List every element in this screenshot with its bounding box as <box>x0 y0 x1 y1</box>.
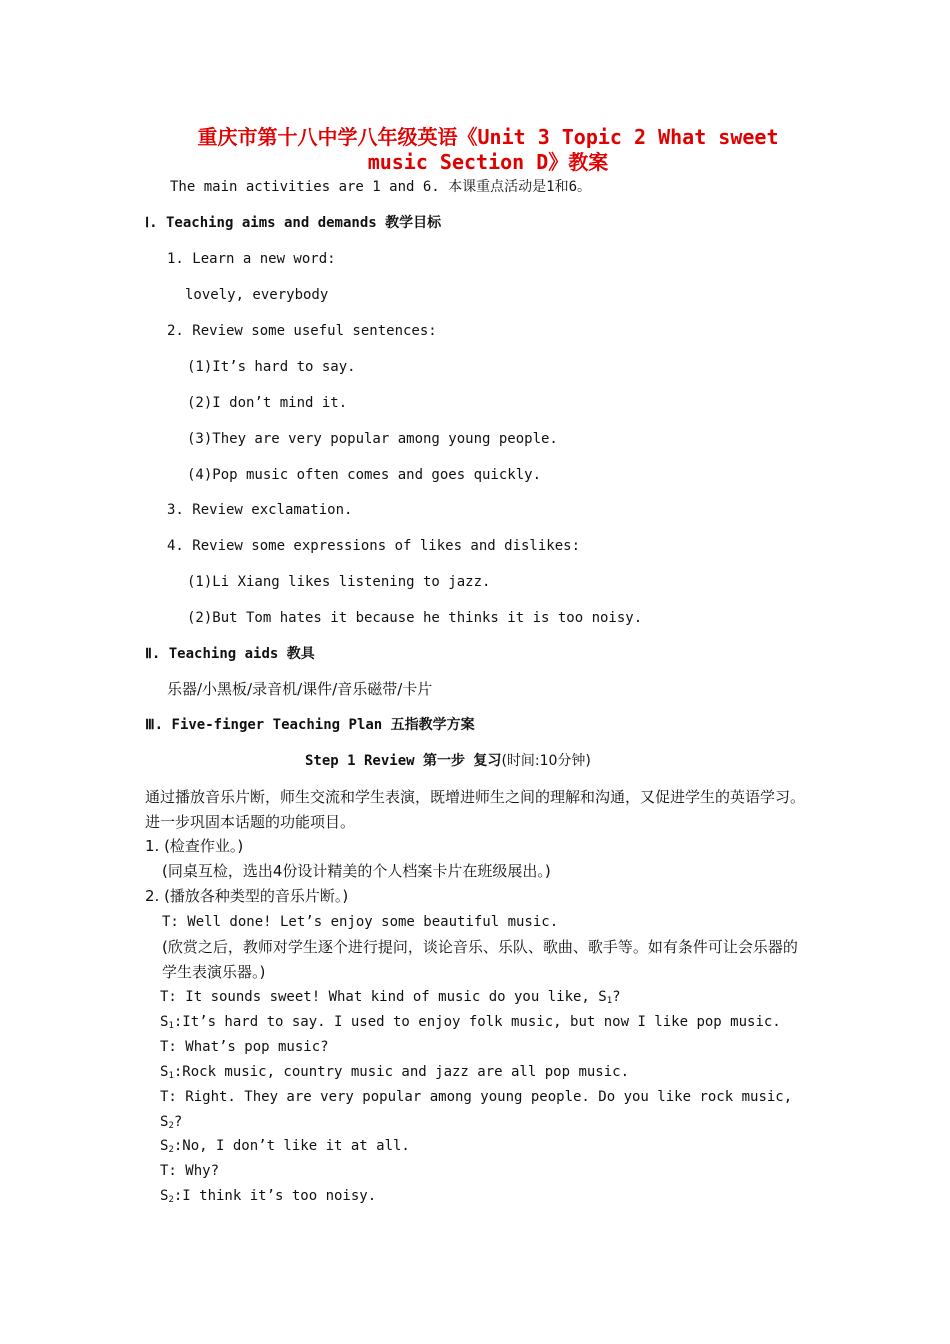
step1-time: (时间:10分钟) <box>501 753 591 769</box>
dialog-line-2-end: ? <box>612 989 621 1005</box>
dialog-line-5 <box>160 1063 629 1081</box>
aim-item-2-sentence-3: (3)They are very popular among young people. <box>187 431 558 447</box>
aim-item-1: 1. Learn a new word: <box>167 251 336 267</box>
dialog-line-3-text: :It’s hard to say. I used to enjoy folk music, but now I like pop music. <box>173 1014 781 1030</box>
section3-heading: Ⅲ. Five-finger Teaching Plan 五指教学方案 <box>145 717 475 733</box>
speaker-label: S <box>160 1138 169 1154</box>
dialog-line-5-text: :Rock music, country music and jazz are all pop music. <box>173 1064 630 1080</box>
aim-item-2: 2. Review some useful sentences: <box>167 323 437 339</box>
dialog-line-9 <box>160 1187 376 1205</box>
document-title-line2: music Section D》教案 <box>367 150 609 174</box>
dialog-line-3 <box>160 1013 781 1031</box>
intro-line: The main activities are 1 and 6. 本课重点活动是1和6。 <box>170 179 592 195</box>
student-subscript: 1 <box>168 1021 174 1031</box>
aim-item-2-sentence-1: (1)It’s hard to say. <box>187 359 356 375</box>
section1-heading: Ⅰ. Teaching aims and demands 教学目标 <box>145 215 442 231</box>
aim-item-2-sentence-4: (4)Pop music often comes and goes quickly. <box>187 467 542 483</box>
dialog-line-6b-end: ? <box>173 1114 183 1130</box>
aim-item-2-sentence-2: (2)I don’t mind it. <box>187 395 348 411</box>
aim-item-4-sentence-1: (1)Li Xiang likes listening to jazz. <box>187 574 491 590</box>
speaker-label: S <box>160 1014 169 1030</box>
dialog-line-7 <box>160 1137 410 1155</box>
dialog-note: (欣赏之后，教师对学生逐个进行提问，谈论音乐、乐队、歌曲、歌手等。如有条件可让会乐器的学生表演乐器。) <box>162 938 798 981</box>
aim-item-4: 4. Review some expressions of likes and dislikes: <box>167 538 581 554</box>
teaching-aids-list: 乐器/小黑板/录音机/课件/音乐磁带/卡片 <box>167 680 433 698</box>
point-1-note: (同桌互检，选出4份设计精美的个人档案卡片在班级展出。) <box>162 862 551 880</box>
dialog-line-6: T: Right. They are very popular among young people. Do you like rock music, <box>160 1089 793 1105</box>
student-subscript: 1 <box>606 996 613 1006</box>
aim-item-4-sentence-2: (2)But Tom hates it because he thinks it is too noisy. <box>187 610 643 626</box>
dialog-line-1: T: Well done! Let’s enjoy some beautiful music. <box>162 914 559 930</box>
section2-heading: Ⅱ. Teaching aids 教具 <box>145 646 315 662</box>
speaker-label: S <box>160 1188 169 1204</box>
step1-title: Step 1 Review 第一步 复习 <box>305 753 502 769</box>
speaker-label: S <box>160 1064 169 1080</box>
dialog-line-2-text: T: It sounds sweet! What kind of music do you like, S <box>160 989 607 1005</box>
speaker-label: S <box>160 1114 169 1130</box>
student-subscript: 1 <box>168 1071 174 1081</box>
aim-item-1-words: lovely, everybody <box>185 287 329 303</box>
student-subscript: 2 <box>168 1121 174 1131</box>
point-2: 2. (播放各种类型的音乐片断。) <box>145 887 349 905</box>
student-subscript: 2 <box>168 1195 174 1205</box>
dialog-line-9-text: :I think it’s too noisy. <box>173 1188 377 1204</box>
dialog-line-8: T: Why? <box>160 1163 220 1179</box>
dialog-line-2 <box>160 988 621 1006</box>
dialog-line-4: T: What’s pop music? <box>160 1039 329 1055</box>
student-subscript: 2 <box>168 1145 174 1155</box>
aim-item-3: 3. Review exclamation. <box>167 502 353 518</box>
document-title-line1: 重庆市第十八中学八年级英语《Unit 3 Topic 2 What sweet <box>197 125 779 149</box>
dialog-line-6b <box>160 1113 182 1131</box>
step1-description: 通过播放音乐片断，师生交流和学生表演，既增进师生之间的理解和沟通，又促进学生的英语学习。进一步巩固本话题的功能项目。 <box>145 788 806 831</box>
point-1: 1. (检查作业。) <box>145 837 244 855</box>
step1-heading <box>305 752 591 770</box>
dialog-line-7-text: :No, I don’t like it at all. <box>173 1138 410 1154</box>
